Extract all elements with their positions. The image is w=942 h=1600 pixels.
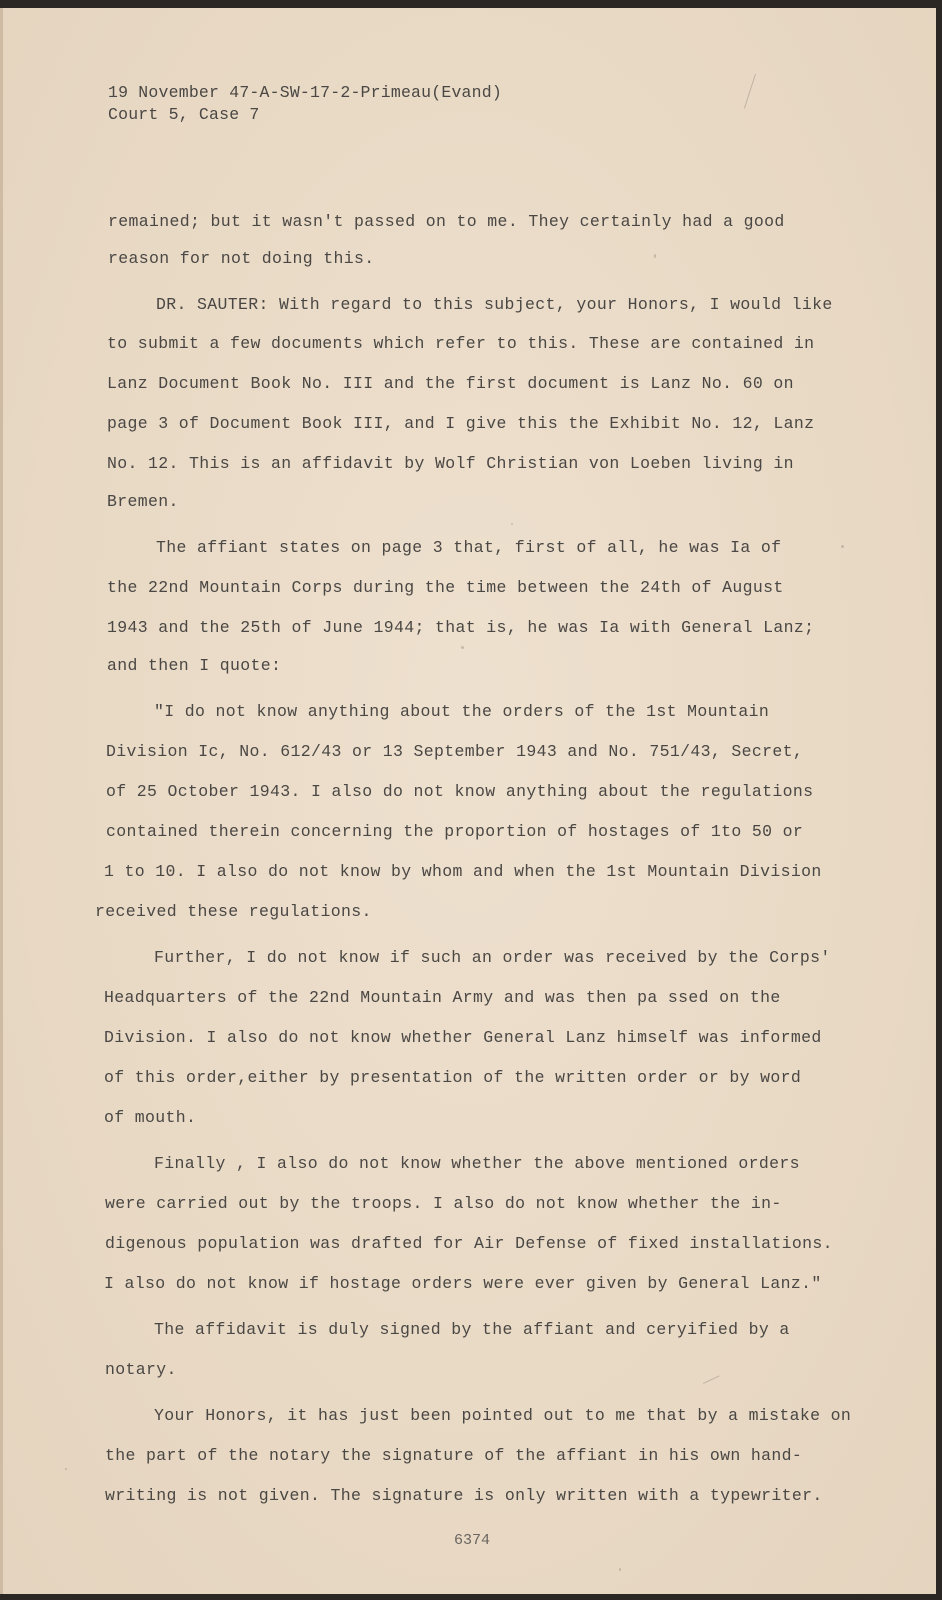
transcript-line: and then I quote:: [107, 656, 282, 675]
transcript-line: Headquarters of the 22nd Mountain Army and was then pa ssed on the: [104, 988, 781, 1007]
transcript-line: No. 12. This is an affidavit by Wolf Christian von Loeben living in: [107, 454, 794, 473]
transcript-line: 1943 and the 25th of June 1944; that is, he was Ia with General Lanz;: [107, 618, 815, 637]
transcript-line: I also do not know if hostage orders were ever given by General Lanz.": [104, 1274, 822, 1293]
transcript-line: the 22nd Mountain Corps during the time between the 24th of August: [107, 578, 784, 597]
transcript-line: of this order,either by presentation of the written order or by word: [104, 1068, 802, 1087]
transcript-line: 1 to 10. I also do not know by whom and when the 1st Mountain Division: [104, 862, 822, 881]
paper-speck: [619, 1568, 621, 1571]
transcript-line: reason for not doing this.: [108, 249, 375, 268]
transcript-line: received these regulations.: [95, 902, 372, 921]
transcript-line: DR. SAUTER: With regard to this subject, your Honors, I would like: [156, 295, 833, 314]
transcript-line: page 3 of Document Book III, and I give this the Exhibit No. 12, Lanz: [107, 414, 815, 433]
header-session-line: 19 November 47-A-SW-17-2-Primeau(Evand): [108, 83, 502, 102]
transcript-line: writing is not given. The signature is only written with a typewriter.: [105, 1486, 823, 1505]
transcript-line: Division. I also do not know whether General Lanz himself was informed: [104, 1028, 822, 1047]
transcript-line: The affiant states on page 3 that, first of all, he was Ia of: [156, 538, 782, 557]
paper-speck: [654, 254, 656, 258]
paper-speck: [841, 545, 844, 548]
transcript-line: Division Ic, No. 612/43 or 13 September 1943 and No. 751/43, Secret,: [106, 742, 804, 761]
header-court-line: Court 5, Case 7: [108, 105, 260, 124]
transcript-line: of 25 October 1943. I also do not know anything about the regulations: [106, 782, 814, 801]
transcript-line: notary.: [105, 1360, 177, 1379]
paper-speck: [65, 1468, 67, 1470]
transcript-line: contained therein concerning the proportion of hostages of 1to 50 or: [106, 822, 804, 841]
paper-speck: [511, 523, 513, 525]
paper-speck: [461, 646, 464, 649]
transcript-line: digenous population was drafted for Air Defense of fixed installations.: [105, 1234, 833, 1253]
transcript-line: to submit a few documents which refer to this. These are contained in: [107, 334, 815, 353]
transcript-line: remained; but it wasn't passed on to me. They certainly had a good: [108, 212, 785, 231]
transcript-line: the part of the notary the signature of the affiant in his own hand-: [105, 1446, 803, 1465]
document-header: [108, 82, 502, 126]
document-page: [0, 8, 936, 1594]
transcript-line: were carried out by the troops. I also do not know whether the in-: [105, 1194, 782, 1213]
transcript-line: Lanz Document Book No. III and the first document is Lanz No. 60 on: [107, 374, 794, 393]
paper-mark: [703, 1375, 720, 1384]
transcript-line: of mouth.: [104, 1108, 197, 1127]
transcript-line: Your Honors, it has just been pointed out to me that by a mistake on: [154, 1406, 852, 1425]
transcript-line: The affidavit is duly signed by the affiant and ceryified by a: [154, 1320, 790, 1339]
transcript-line: Bremen.: [107, 492, 179, 511]
transcript-line: Further, I do not know if such an order was received by the Corps': [154, 948, 831, 967]
transcript-line: Finally , I also do not know whether the above mentioned orders: [154, 1154, 800, 1173]
transcript-line: "I do not know anything about the orders of the 1st Mountain: [154, 702, 770, 721]
paper-mark: [744, 74, 756, 109]
page-number: 6374: [454, 1532, 491, 1549]
